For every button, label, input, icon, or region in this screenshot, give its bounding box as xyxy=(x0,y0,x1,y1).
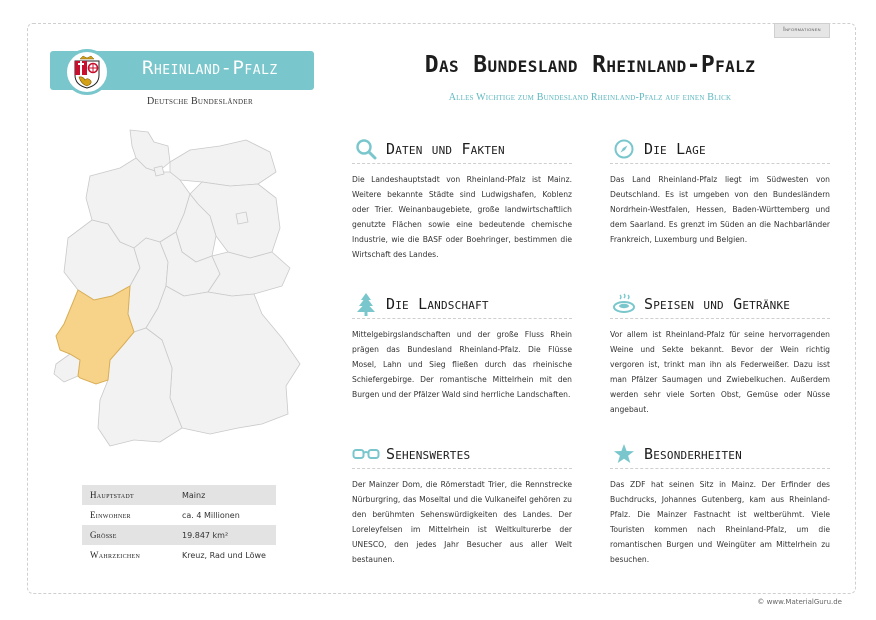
map-state-hamburg xyxy=(154,166,164,176)
section-text: Die Landeshauptstadt von Rheinland-Pfalz ist Mainz. Weitere bekannte Städte sind Ludwigshafen, Koblenz oder Trier. Weinanbaugebiete, große landwirtschaftlich genutzte Flächen sowie eine bedeutende chemische Industrie, wie die BASF oder Boehringer, bestimmen die Wirtschaft des Landes. xyxy=(352,175,572,259)
section-die-landschaft xyxy=(352,293,572,402)
banner-title: Rheinland-Pfalz xyxy=(142,57,278,79)
section-header xyxy=(610,138,830,164)
fact-value: Mainz xyxy=(174,485,276,505)
map-state-mecklenburg-vorpommern xyxy=(170,140,276,186)
compass-icon xyxy=(610,137,638,161)
coat-of-arms-icon xyxy=(72,55,102,89)
section-header xyxy=(352,138,572,164)
section-besonderheiten xyxy=(610,443,830,567)
section-header xyxy=(610,443,830,469)
facts-row xyxy=(82,525,276,545)
star-icon xyxy=(610,442,638,466)
section-sehenswertes xyxy=(352,443,572,567)
section-daten-und-fakten xyxy=(352,138,572,262)
tree-icon xyxy=(352,292,380,316)
section-text: Das Land Rheinland-Pfalz liegt im Südwesten von Deutschland. Es ist umgeben von den Bundesländern Nordrhein-Westfalen, Hessen, Baden-Württemberg und dem Saarland. Es grenzt im Süden an die Nachbarländer Frankreich, Luxemburg und Belgien. xyxy=(610,175,830,244)
fact-key: Größe xyxy=(82,525,174,545)
fact-key: Wahrzeichen xyxy=(90,550,141,560)
fact-value: Kreuz, Rad und Löwe xyxy=(182,550,266,560)
coat-of-arms-badge xyxy=(64,49,110,95)
section-header xyxy=(352,293,572,319)
facts-table xyxy=(82,485,276,565)
section-title: Besonderheiten xyxy=(644,445,742,463)
section-die-lage xyxy=(610,138,830,247)
magnifier-icon xyxy=(352,137,380,161)
section-text: Mittelgebirgslandschaften und der große Fluss Rhein prägen das Bundesland Rheinland-Pfalz. Die Flüsse Mosel, Lahn und Sieg fließen durch das rheinische Schiefergebirge. Der romantische Mittelrhein mit den Burgen und der Pfälzer Wald sind herrliche Landschaften. xyxy=(352,330,572,399)
copyright-notice: © www.MaterialGuru.de xyxy=(757,598,842,606)
facts-row xyxy=(82,485,276,505)
section-speisen-und-getraenke xyxy=(610,293,830,417)
banner-subtitle: Deutsche Bundesländer xyxy=(147,96,253,107)
section-header xyxy=(610,293,830,319)
map-state-sachsen xyxy=(208,252,290,296)
facts-row xyxy=(82,545,276,565)
facts-row xyxy=(82,505,276,525)
page-subtitle: Alles Wichtige zum Bundesland Rheinland-Pfalz auf einen Blick xyxy=(448,92,732,103)
info-tab[interactable]: Informationen xyxy=(774,23,830,38)
section-title: Die Lage xyxy=(644,140,706,158)
fact-key: Einwohner xyxy=(90,510,131,520)
page-title: Das Bundesland Rheinland-Pfalz xyxy=(424,52,756,78)
section-title: Speisen und Getränke xyxy=(644,295,791,313)
fact-key: Hauptstadt xyxy=(82,485,174,505)
dish-icon xyxy=(610,292,638,316)
glasses-icon xyxy=(352,442,380,466)
section-title: Sehenswertes xyxy=(386,445,471,463)
section-text: Der Mainzer Dom, die Römerstadt Trier, die Rennstrecke Nürburgring, das Moseltal und die Vulkaneifel gehören zu den berühmten Sehenswürdigkeiten des Landes. Der Loreleyfelsen im Mittelrhein ist Weltkulturerbe der UNESCO, den jedes Jahr Besucher aus aller Welt bestaunen. xyxy=(352,480,572,564)
fact-value: 19.847 km² xyxy=(174,525,276,545)
section-title: Die Landschaft xyxy=(386,295,489,313)
section-title: Daten und Fakten xyxy=(386,140,505,158)
fact-value: ca. 4 Millionen xyxy=(182,510,240,520)
section-header xyxy=(352,443,572,469)
section-text: Vor allem ist Rheinland-Pfalz für seine hervorragenden Weine und Sekte bekannt. Bevor der Wein richtig vergoren ist, trinkt man ihn als Federweißer. Dazu isst man Pfälzer Saumagen und Zwiebelkuchen. Außerdem werden sehr viele Sorten Obst, Gemüse oder Nüsse angebaut. xyxy=(610,330,830,414)
map-state-berlin xyxy=(236,212,248,224)
section-text: Das ZDF hat seinen Sitz in Mainz. Der Erfinder des Buchdrucks, Johannes Gutenberg, kam aus Rheinland-Pfalz. Die Mainzer Fastnacht ist weltberühmt. Viele Touristen kommen nach Rheinland-Pfalz, um die romantischen Burgen und Weingüter am Mittelrhein zu besuchen. xyxy=(610,480,830,564)
germany-map xyxy=(50,128,310,458)
